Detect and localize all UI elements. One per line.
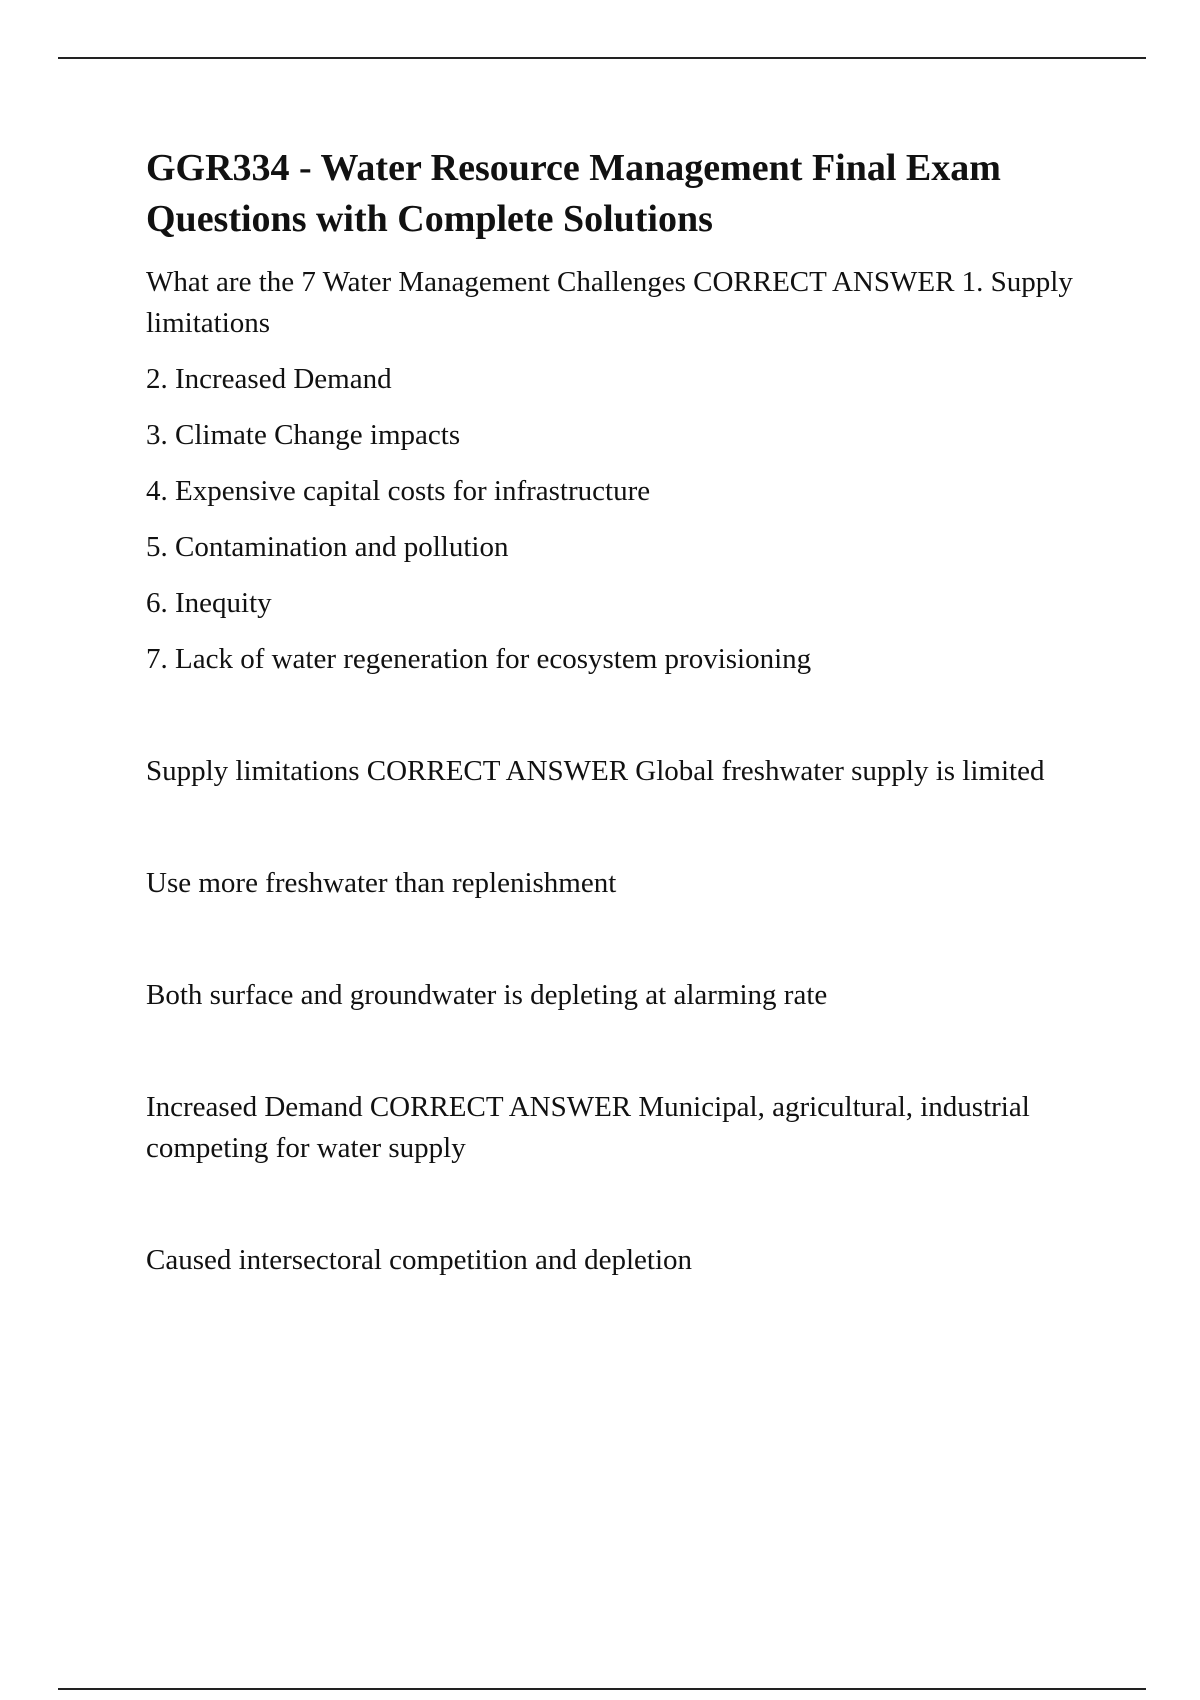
answer-paragraph: Use more freshwater than replenishment: [146, 867, 617, 899]
question-intro: What are the 7 Water Management Challenges CORRECT ANSWER 1. Supply limitations: [146, 266, 1073, 339]
answer-paragraph: Supply limitations CORRECT ANSWER Global freshwater supply is limited: [146, 755, 1045, 787]
document-title: GGR334 - Water Resource Management Final Exam Questions with Complete Solutions: [146, 147, 1001, 240]
challenge-list: [146, 359, 1096, 680]
list-item: 6. Inequity: [146, 587, 272, 619]
list-item: 3. Climate Change impacts: [146, 419, 461, 451]
answer-paragraph: Both surface and groundwater is depleting at alarming rate: [146, 979, 828, 1011]
list-item: 4. Expensive capital costs for infrastructure: [146, 475, 651, 507]
list-item: 7. Lack of water regeneration for ecosystem provisioning: [146, 643, 812, 675]
list-item: 5. Contamination and pollution: [146, 531, 509, 563]
top-divider: [58, 57, 1146, 59]
list-item: 2. Increased Demand: [146, 363, 392, 395]
document-body: [146, 143, 1096, 1352]
answer-paragraph: Caused intersectoral competition and depletion: [146, 1244, 693, 1276]
bottom-divider: [58, 1688, 1146, 1690]
answer-paragraph: Increased Demand CORRECT ANSWER Municipal, agricultural, industrial competing for water supply: [146, 1091, 1030, 1164]
